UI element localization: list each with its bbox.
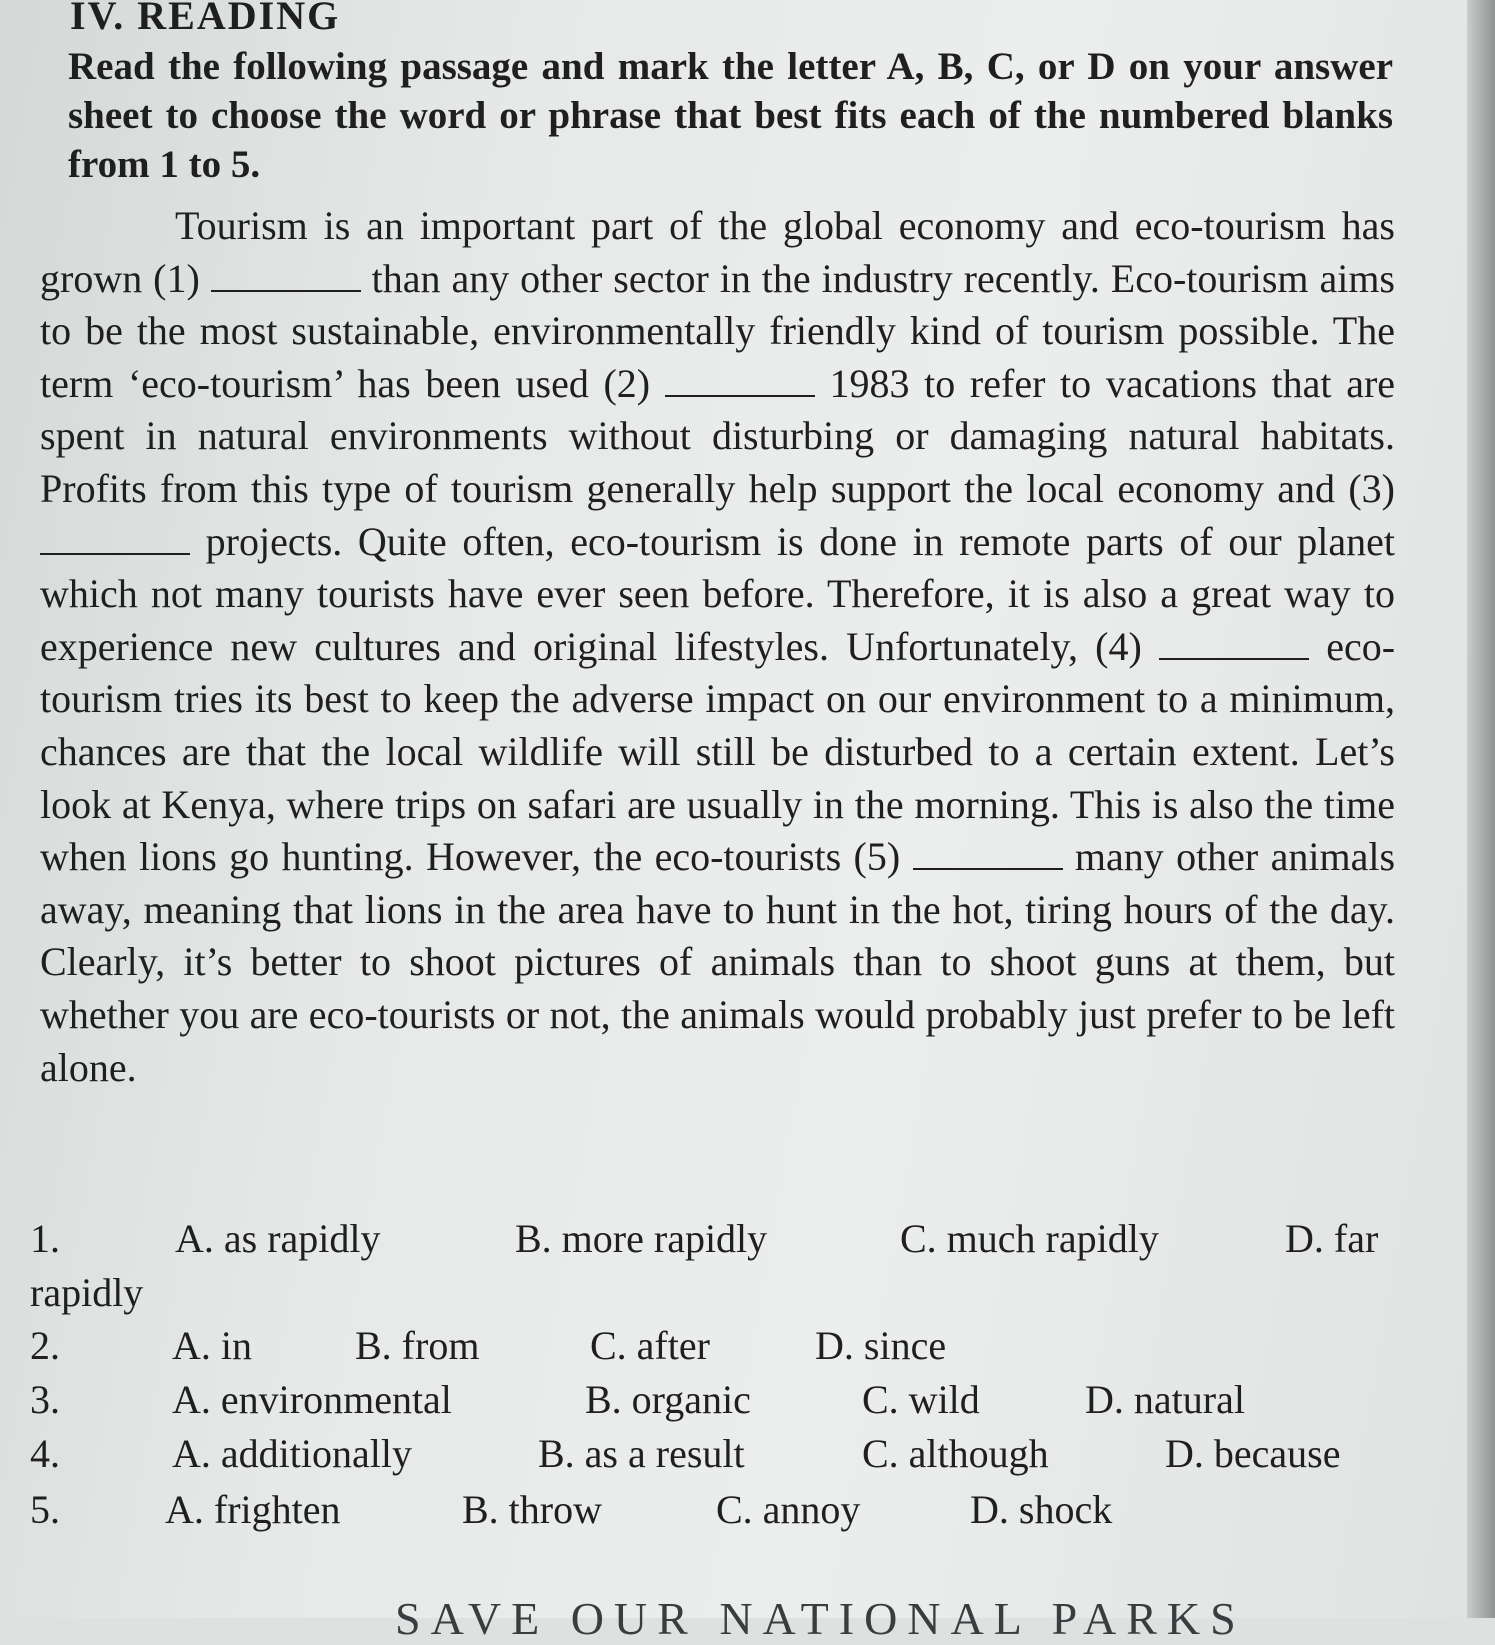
option-d: D. since [815,1323,947,1368]
reading-passage [40,200,1395,1094]
blank-3 [40,523,190,555]
option-b: B. throw [462,1487,602,1532]
option-a: A. additionally [172,1431,412,1476]
section-title: IV. READING [70,0,341,38]
option-d: D. far [1285,1216,1379,1261]
option-c: C. much rapidly [900,1216,1159,1261]
passage-text-6: many other animals away, meaning that lions in the area have to hunt in the hot, tiring hours of the day. Clearly, it’s better to shoot pictures of animals than to shoot guns at them, but whether you are eco-tourists or not, the animals would probably just prefer to be left alone. [40,834,1396,1090]
question-number: 1. [30,1216,60,1261]
passage-text-3: 1983 to refer to vacations that are spent in natural environments without disturbing or damaging natural habitats. Profits from this type of tourism generally help support the local economy and (3) [40,360,1396,511]
option-b: B. as a result [538,1431,745,1476]
option-a: A. frighten [165,1487,341,1532]
option-b: B. organic [585,1377,751,1422]
option-a: A. as rapidly [175,1216,381,1261]
next-section-title: SAVE OUR NATIONAL PARKS [395,1593,1246,1644]
question-1 [30,1212,1400,1320]
question-number: 3. [30,1377,60,1422]
question-number: 5. [30,1487,60,1532]
question-number: 2. [30,1323,60,1368]
option-b: B. more rapidly [515,1216,768,1261]
blank-2 [665,365,815,397]
blank-5 [913,838,1063,870]
option-c: C. annoy [716,1487,861,1532]
passage-text-2: than any other sector in the industry recently. Eco-tourism aims to be the most sustainable, environmentally friendly kind of tourism possible. The term ‘eco-tourism’ has been used (2) [40,255,1395,406]
option-d-continued: rapidly [30,1270,144,1315]
option-c: C. wild [862,1377,980,1422]
blank-4 [1159,628,1309,660]
option-c: C. although [862,1431,1049,1476]
option-b: B. from [355,1323,480,1368]
option-d: D. shock [970,1487,1113,1532]
passage-text-4: projects. Quite often, eco-tourism is done in remote parts of our planet which not many tourists have ever seen before. Therefore, it is also a great way to experience new cultures and original lifestyles. Unfortunately, (4) [40,518,1396,669]
passage-text-1: Tourism is an important part of the global economy and eco-tourism has grown (1) [40,203,1395,301]
option-a: A. environmental [172,1377,452,1422]
passage-text-5: eco-tourism tries its best to keep the adverse impact on our environment to a minimum, chances are that the local wildlife will still be disturbed to a certain extent. Let’s look at Kenya, where trips on safari are usually in the morning. This is also the time when lions go hunting. However, the eco-tourists (5) [40,623,1396,880]
instructions: Read the following passage and mark the letter A, B, C, or D on your answer sheet to choose the word or phrase that best fits each of the numbered blanks from 1 to 5. [68,45,1393,186]
option-d: D. because [1165,1431,1341,1476]
question-number: 4. [30,1431,60,1476]
page-edge-shadow [1467,0,1495,1618]
option-c: C. after [590,1323,710,1368]
option-d: D. natural [1085,1377,1245,1422]
option-a: A. in [172,1323,252,1368]
blank-1 [211,260,361,292]
